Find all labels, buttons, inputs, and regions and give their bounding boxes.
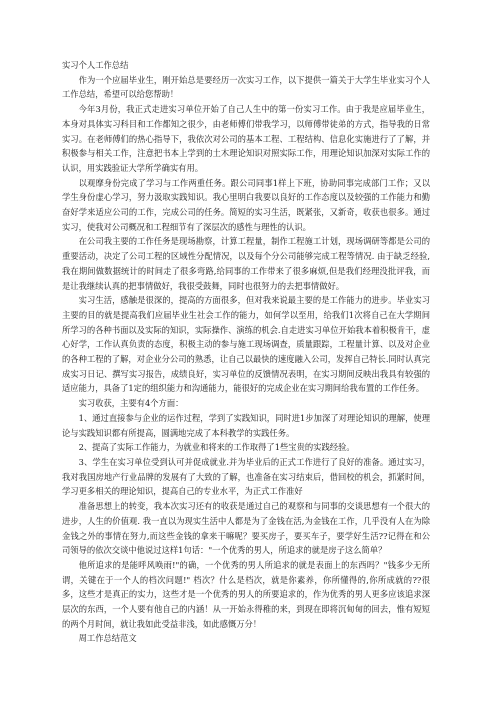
document-title: 实习个人工作总结: [62, 60, 129, 70]
paragraph-reflections: 实习生活，感触是很深的，提高的方面很多，但对我来说最主要的是工作能力的进步。毕业实习主要的目的就是提高我们应届毕业生社会工作的能力，如何学以至用，给我们1次将自己在大学期间所学习的各种书面以及实际的知识，实际操作、演练的机会.自走进实习单位开始我本着积极肯干，虚心好学，工作认真负责的态度，积极主动的参与施工现场调查，质量跟踪，工程量计算、以及对企业的各种工程的了解，对企业分公司的熟悉，让自己以最快的速度融入公司，发挥自己特长.同时认真完成实习日记、撰写实习报告，成绩良好，实习单位的反馈情况表明，在实习期间反映出我具有较强的适应能力，具备了1定的组织能力和沟通能力，能很好的完成企业在实习期间给我布置的工作任务。: [62, 295, 430, 394]
list-item-gain-3: 3、学生在实习单位受到认可并促成就业.并为毕业后的正式工作进行了良好的准备。通过实习，我对我国房地产行业品牌的发展有了大致的了解，也准备在实习结束后，借回校的机会，抓紧时间，学习更多相关的理论知识，提高自己的专业水平，为正式工作准好: [62, 456, 430, 497]
list-item-gain-1: 1、通过直接参与企业的运作过程，学到了实践知识，同时进1步加深了对理论知识的理解，使理论与实践知识都有所提高，圆满地完成了本科教学的实践任务。: [62, 412, 430, 438]
next-document-title: 周工作总结范文: [78, 633, 137, 644]
paragraph-observer-role: 以观摩身份完成了学习与工作两重任务。跟公司同事1样上下班，协助同事完成部门工作；又以学生身份虚心学习，努力汲取实践知识。我心里明白我要以良好的工作态度以及较强的工作能力和勤奋好学来适应公司的工作，完成公司的任务。简短的实习生活，既紧张，又新奇，收获也很多。通过实习，使我对公司概况和工程细节有了深层次的感性与理性的认识。: [62, 177, 430, 232]
paragraph-gains-heading: 实习收获，主要有4个方面：: [78, 398, 184, 409]
paragraph-mindset-change: 准备思想上的转变，我本次实习还有的收获是通过自己的观察和与同事的交谈思想有一个很大的进步，人生的价值观. 我一直以为现实生活中人都是为了金钱在活,为金钱在工作，几乎没有人在为除金钱之外的事情在努力,而这些金钱的拿来干嘛呢？要买房子，要买车子，要学好生活??记得在和公司领导的依次交谈中他说过这样1句话："一个优秀的男人，所追求的就是房子这么简单？: [62, 501, 430, 556]
paragraph-intro: 作为一个应届毕业生，刚开始总是要经历一次实习工作，以下提供一篇关于大学生毕业实习个人工作总结，希望可以给您帮助！: [62, 74, 430, 100]
document-body: [62, 58, 430, 646]
paragraph-main-tasks: 在公司我主要的工作任务是现场勘察，计算工程量，制作工程施工计划，现场调研等都是公司的重要活动，决定了公司工程的区域性分配情况，以及每个分公司能够完成工程等情况. 由于缺乏经验,我在期间做数据统计的时间走了很多弯路,给同事的工作带来了很多麻烦,但是我们经理没批评我，而是让我继续认真的把事情做好，我很受鼓舞，同时也很努力的去把事情做好。: [62, 236, 430, 291]
paragraph-pursuit: 他所追求的是能呼风唤雨!"的确，一个优秀的男人所追求的就是表面上的东西吗？"钱多少无所谓，关键在于一个人的档次问题!" 档次？什么是档次，就是你素养，你所懂得的,你所成就的??很多，这些才是真正的实力，这些才是一个优秀的男人的所要追求的，作为优秀的男人更多应该追求深层次的东西，一个人要有他自己的内涵！从一开始永得稚的来，到现在即将沉甸甸的回去，惟有短短的两个月时间，就让我如此受益非浅，如此感慨万分！: [62, 559, 430, 629]
list-item-gain-2: 2、提高了实际工作能力，为就业和将来的工作取得了1些宝贵的实践经验。: [78, 442, 355, 453]
paragraph-start-internship: 今年3月份，我正式走进实习单位开始了自己人生中的第一份实习工作。由于我是应届毕业生，本身对具体实习科目和工作都知之很少，由老师傅们带我学习，以师傅带徒弟的方式，指导我的日常实习。在老师傅们的热心指导下，我依次对公司的基本工程、工程结构、信息化实施进行了了解，并积极参与相关工作，注意把书本上学到的土木理论知识对照实际工作，用理论知识加深对实际工作的认识，用实践验证大学所学确实有用。: [62, 104, 430, 173]
